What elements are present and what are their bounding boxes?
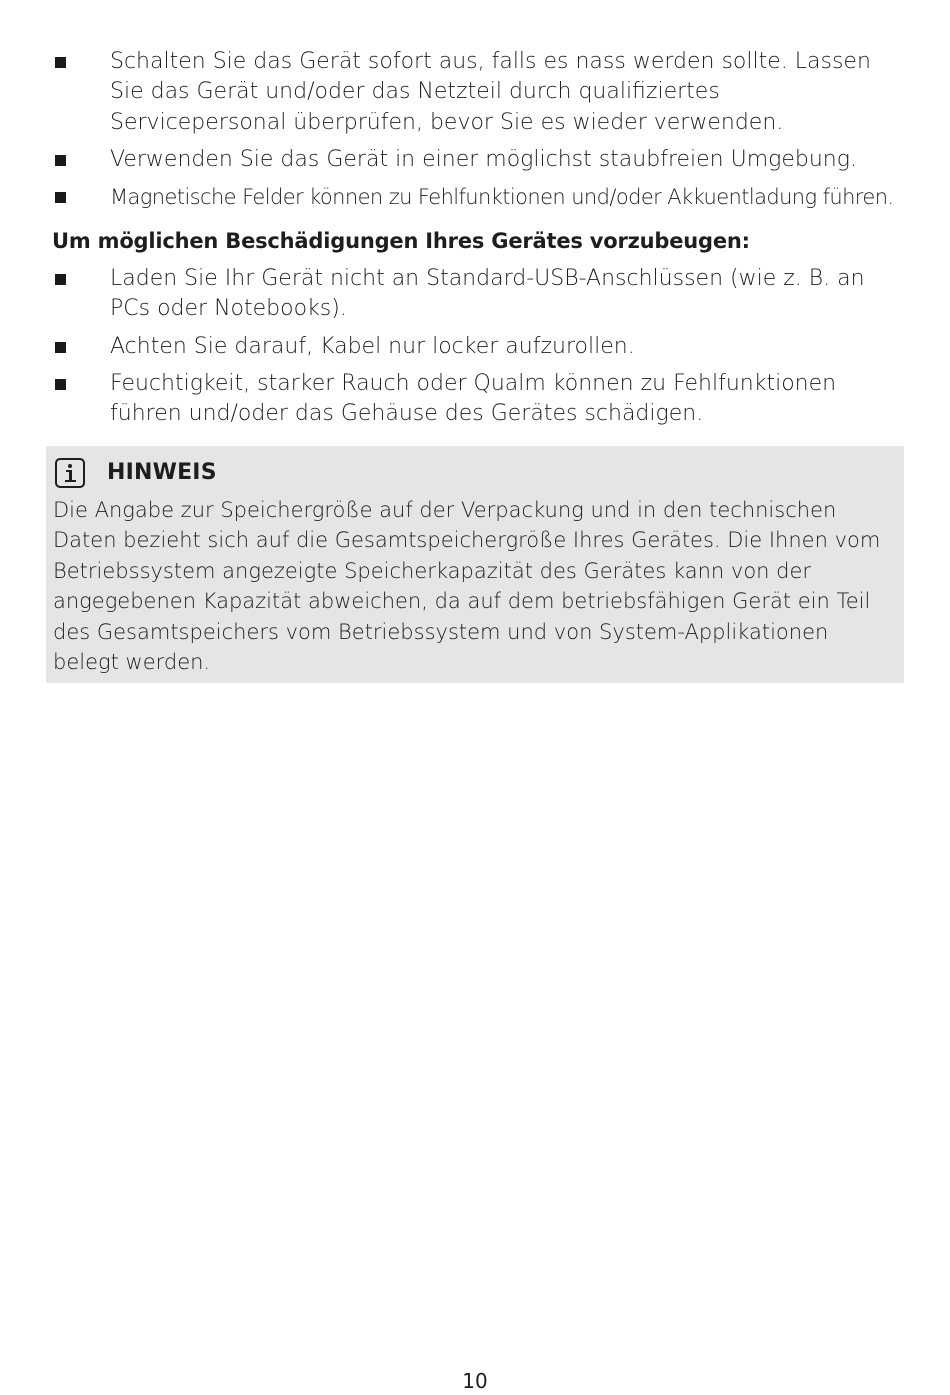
square-bullet-icon — [55, 379, 66, 390]
square-bullet-icon — [55, 155, 66, 166]
square-bullet-icon — [55, 192, 66, 203]
info-icon — [55, 458, 85, 488]
list-item-text: Magnetische Felder können zu Fehlfunktionen und/oder Akkuentladung führen. — [110, 185, 894, 210]
list-item — [52, 264, 902, 325]
square-bullet-icon — [55, 57, 66, 68]
list-item — [52, 145, 902, 175]
note-body: Die Angabe zur Speichergröße auf der Verpackung und in den technischen Daten bezieht sich auf die Gesamtspeichergröße Ihres Gerätes. Die Ihnen vom Betriebssystem angezeigte Speicherkapazität des Gerätes kann von der angegebenen Kapazität abweichen, da auf dem betriebsfähigen Gerät ein Teil des Gesamtspeichers vom Betriebssystem und von System-Applikationen belegt werden. — [53, 498, 881, 675]
list-item-text: Laden Sie Ihr Gerät nicht an Standard-USB-Anschlüssen (wie z. B. an PCs oder Notebooks). — [110, 266, 865, 322]
square-bullet-icon — [55, 342, 66, 353]
note-header — [55, 456, 217, 489]
list-item — [52, 47, 902, 138]
page-number: 10 — [462, 1369, 488, 1393]
note-title: HINWEIS — [107, 460, 217, 485]
damage-prevention-list — [52, 264, 902, 436]
list-item — [52, 182, 902, 212]
list-item-text: Feuchtigkeit, starker Rauch oder Qualm können zu Fehlfunktionen führen und/oder das Gehäuse des Gerätes schädigen. — [110, 370, 837, 427]
square-bullet-icon — [55, 274, 66, 285]
list-item-text: Achten Sie darauf, Kabel nur locker aufzurollen. — [110, 333, 635, 359]
list-item-text: Schalten Sie das Gerät sofort aus, falls es nass werden sollte. Lassen Sie das Gerät und/oder das Netzteil durch qualifiziertes Servicepersonal überprüfen, bevor Sie es wieder verwenden. — [110, 49, 871, 135]
list-item — [52, 332, 902, 362]
safety-bullet-list — [52, 47, 902, 219]
list-item-text: Verwenden Sie das Gerät in einer möglichst staubfreien Umgebung. — [110, 146, 857, 172]
list-item — [52, 369, 902, 430]
section-heading: Um möglichen Beschädigungen Ihres Gerätes vorzubeugen: — [52, 229, 750, 253]
note-box — [46, 446, 904, 683]
